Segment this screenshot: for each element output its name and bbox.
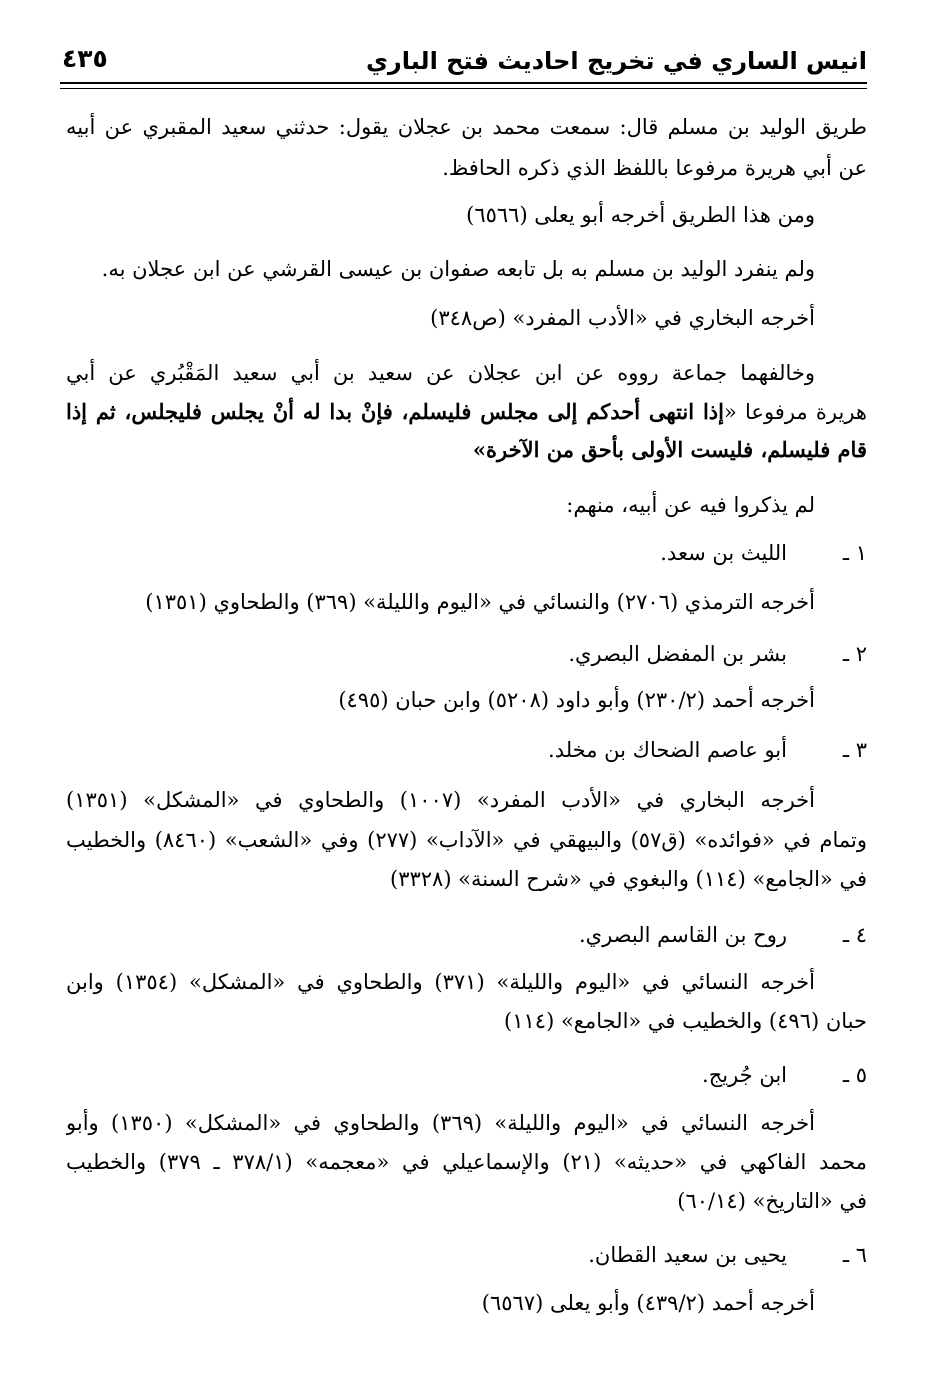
paragraph-5-line-2 (66, 395, 867, 429)
header-rule-thick (60, 82, 867, 84)
list-item-name: يحيى بن سعيد القطان. (588, 1243, 787, 1267)
running-header (62, 40, 867, 84)
book-title: انيس الساري في تخريج احاديث فتح الباري (365, 47, 867, 75)
list-item-line: وتمام في «فوائده» (ق٥٧) والبيهقي في «الآداب» (٢٧٧) وفي «الشعب» (٨٤٦٠) والخطيب (66, 828, 867, 852)
paragraph-5-line-1: وخالفهما جماعة رووه عن ابن عجلان عن سعيد بن أبي سعيد المَقْبُري عن أبي (66, 361, 815, 385)
paragraph-3: ولم ينفرد الوليد بن مسلم به بل تابعه صفوان بن عيسى القرشي عن ابن عجلان به. (101, 257, 815, 281)
hadith-text-part-2: قام فليسلم، فليست الأولى بأحق من الآخرة (486, 437, 867, 462)
list-item-line: أخرجه النسائي في «اليوم والليلة» (٣٧١) والطحاوي في «المشكل» (١٣٥٤) وابن (66, 970, 815, 994)
list-item-line: محمد الفاكهي في «حديثه» (٢١) والإسماعيلي في «معجمه» (٣٧٨/١ ـ ٣٧٩) والخطيب (66, 1150, 867, 1174)
list-item-line: في «الجامع» (١١٤) والبغوي في «شرح السنة» (٣٣٢٨) (389, 867, 867, 891)
list-item-number: ٢ ـ (842, 642, 867, 666)
list-item-number: ٦ ـ (842, 1243, 867, 1267)
list-item-number: ٣ ـ (842, 738, 867, 762)
list-item-line: أخرجه أحمد (٤٣٩/٢) وأبو يعلى (٦٥٦٧) (481, 1291, 815, 1315)
list-item-line: في «التاريخ» (٦٠/١٤) (677, 1189, 867, 1213)
list-item-name: ابن جُريج. (702, 1063, 787, 1087)
paragraph-6: لم يذكروا فيه عن أبيه، منهم: (566, 493, 815, 517)
list-item-line: أخرجه النسائي في «اليوم والليلة» (٣٦٩) والطحاوي في «المشكل» (١٣٥٠) وأبو (66, 1111, 815, 1135)
paragraph-2: ومن هذا الطريق أخرجه أبو يعلى (٦٥٦٦) (466, 203, 815, 227)
list-item-name: الليث بن سعد. (660, 541, 787, 565)
paragraph-1-line-2: عن أبي هريرة مرفوعا باللفظ الذي ذكره الحافظ. (442, 156, 867, 180)
paragraph-4: أخرجه البخاري في «الأدب المفرد» (ص٣٤٨) (430, 306, 815, 330)
list-item-line: أخرجه الترمذي (٢٧٠٦) والنسائي في «اليوم والليلة» (٣٦٩) والطحاوي (١٣٥١) (145, 590, 815, 614)
list-item-number: ١ ـ (842, 541, 867, 565)
list-item-name: أبو عاصم الضحاك بن مخلد. (548, 738, 787, 762)
paragraph-5-line-2-plain: هريرة مرفوعا « (723, 400, 867, 424)
page-number: ٤٣٥ (62, 44, 108, 73)
list-item-name: روح بن القاسم البصري. (578, 923, 787, 947)
header-rule-thin (60, 88, 867, 89)
list-item-line: حبان (٤٩٦) والخطيب في «الجامع» (١١٤) (504, 1009, 867, 1033)
list-item-line: أخرجه البخاري في «الأدب المفرد» (١٠٠٧) والطحاوي في «المشكل» (١٣٥١) (66, 788, 815, 812)
list-item-number: ٤ ـ (842, 923, 867, 947)
paragraph-1-line-1: طريق الوليد بن مسلم قال: سمعت محمد بن عجلان يقول: حدثني سعيد المقبري عن أبيه (66, 115, 867, 139)
list-item-line: أخرجه أحمد (٢٣٠/٢) وأبو داود (٥٢٠٨) وابن حبان (٤٩٥) (338, 688, 815, 712)
paragraph-5-line-3 (66, 433, 867, 467)
list-item-name: بشر بن المفضل البصري. (568, 642, 787, 666)
list-item-number: ٥ ـ (842, 1063, 867, 1087)
hadith-text-part-1: إذا انتهى أحدكم إلى مجلس فليسلم، فإنْ بدا له أنْ يجلس فليجلس، ثم إذا (66, 399, 724, 424)
closing-quote: » (472, 437, 487, 462)
